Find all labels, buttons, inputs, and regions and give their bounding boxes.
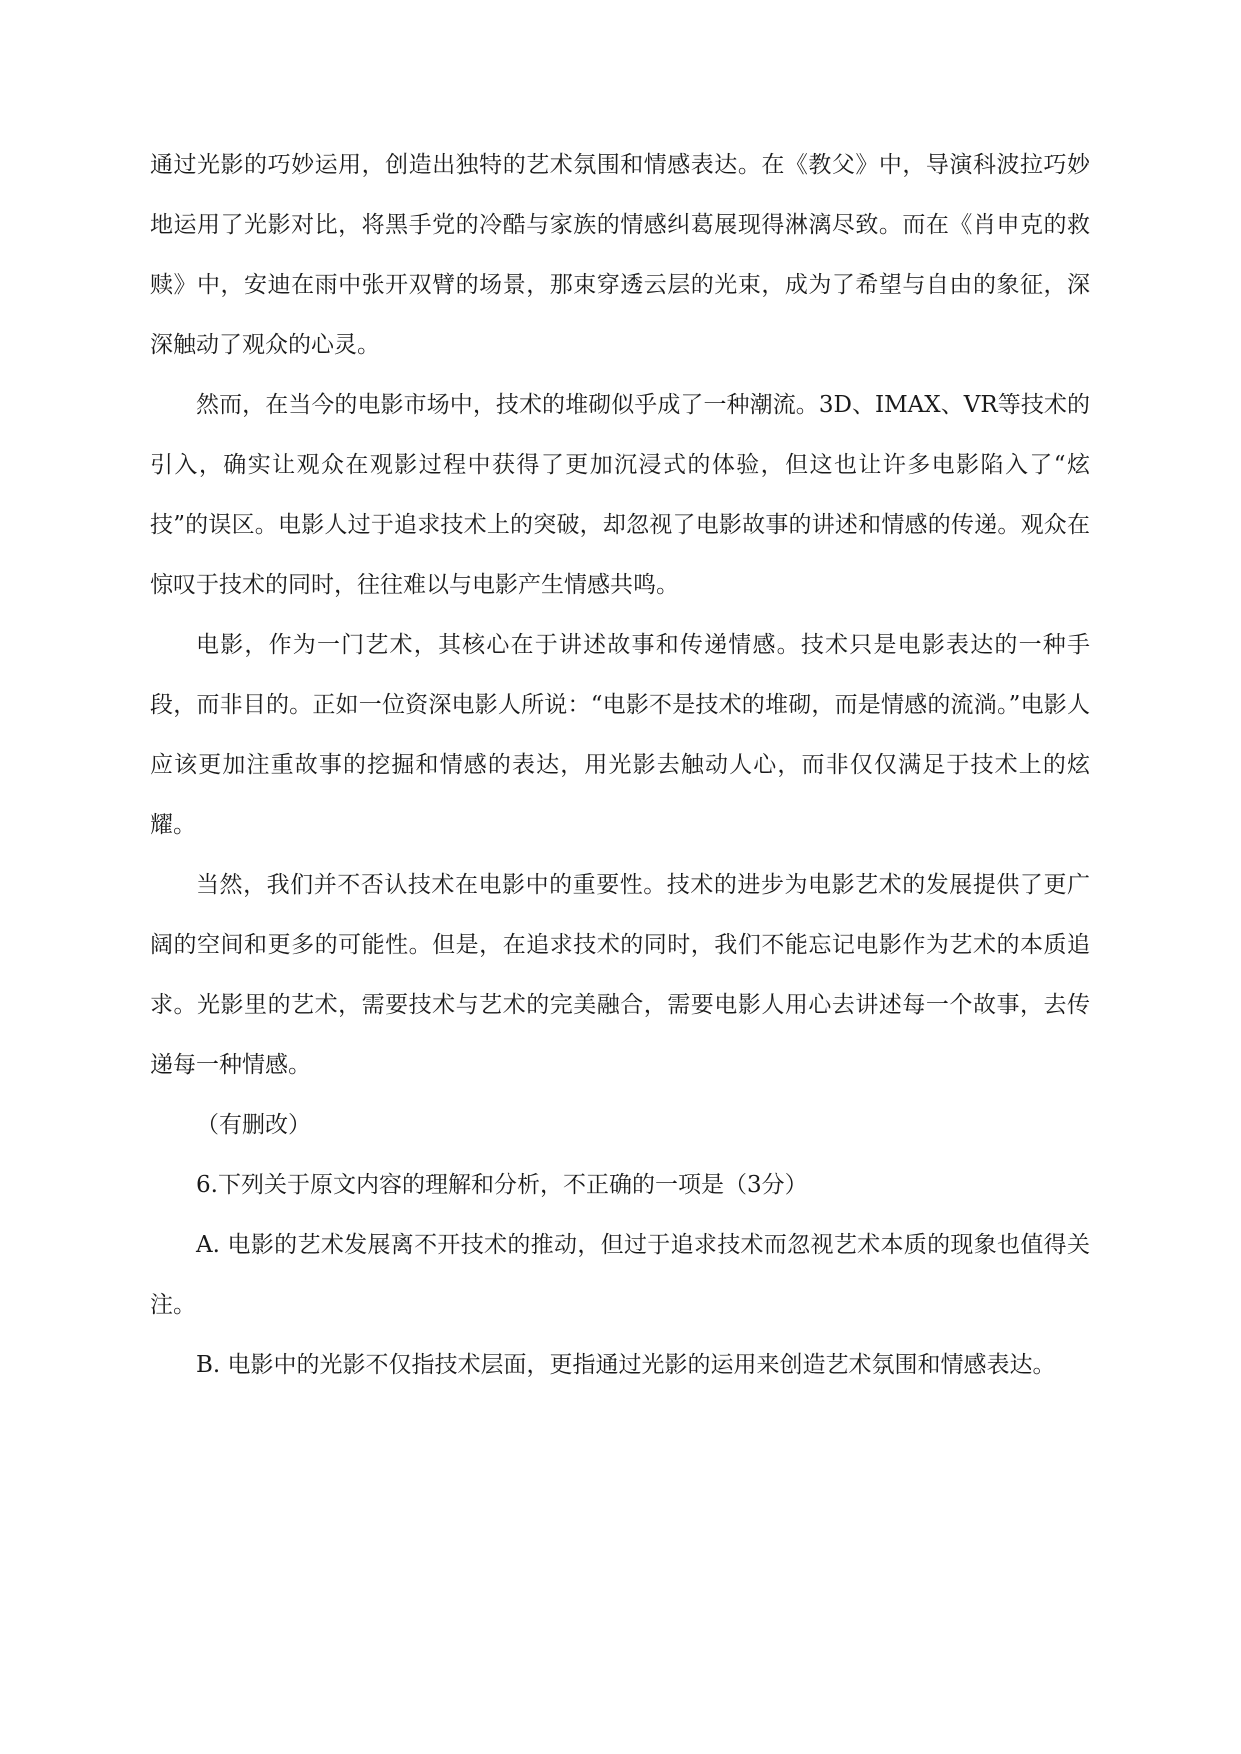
paragraph-4: 当然，我们并不否认技术在电影中的重要性。技术的进步为电影艺术的发展提供了更广阔的空间和更多的可能性。但是，在追求技术的同时，我们不能忘记电影作为艺术的本质追求。光影里的艺术，需要技术与艺术的完美融合，需要电影人用心去讲述每一个故事，去传递每一种情感。	[150, 872, 1090, 1078]
article-body	[150, 135, 1090, 1395]
paragraph-3: 电影，作为一门艺术，其核心在于讲述故事和传递情感。技术只是电影表达的一种手段，而非目的。正如一位资深电影人所说：“电影不是技术的堆砌，而是情感的流淌。”电影人应该更加注重故事的挖掘和情感的表达，用光影去触动人心，而非仅仅满足于技术上的炫耀。	[150, 632, 1090, 838]
paragraph-1: 通过光影的巧妙运用，创造出独特的艺术氛围和情感表达。在《教父》中，导演科波拉巧妙地运用了光影对比，将黑手党的冷酷与家族的情感纠葛展现得淋漓尽致。而在《肖申克的救赎》中，安迪在雨中张开双臂的场景，那束穿透云层的光束，成为了希望与自由的象征，深深触动了观众的心灵。	[150, 152, 1090, 358]
option-b: B. 电影中的光影不仅指技术层面，更指通过光影的运用来创造艺术氛围和情感表达。	[196, 1352, 1056, 1378]
question-6: 6.下列关于原文内容的理解和分析，不正确的一项是（3分）	[196, 1172, 808, 1198]
source-note: （有删改）	[196, 1112, 311, 1138]
paragraph-2: 然而，在当今的电影市场中，技术的堆砌似乎成了一种潮流。3D、IMAX、VR等技术的引入，确实让观众在观影过程中获得了更加沉浸式的体验，但这也让许多电影陷入了“炫技”的误区。电影人过于追求技术上的突破，却忽视了电影故事的讲述和情感的传递。观众在惊叹于技术的同时，往往难以与电影产生情感共鸣。	[150, 392, 1090, 598]
option-a: A. 电影的艺术发展离不开技术的推动，但过于追求技术而忽视艺术本质的现象也值得关注。	[150, 1232, 1090, 1318]
